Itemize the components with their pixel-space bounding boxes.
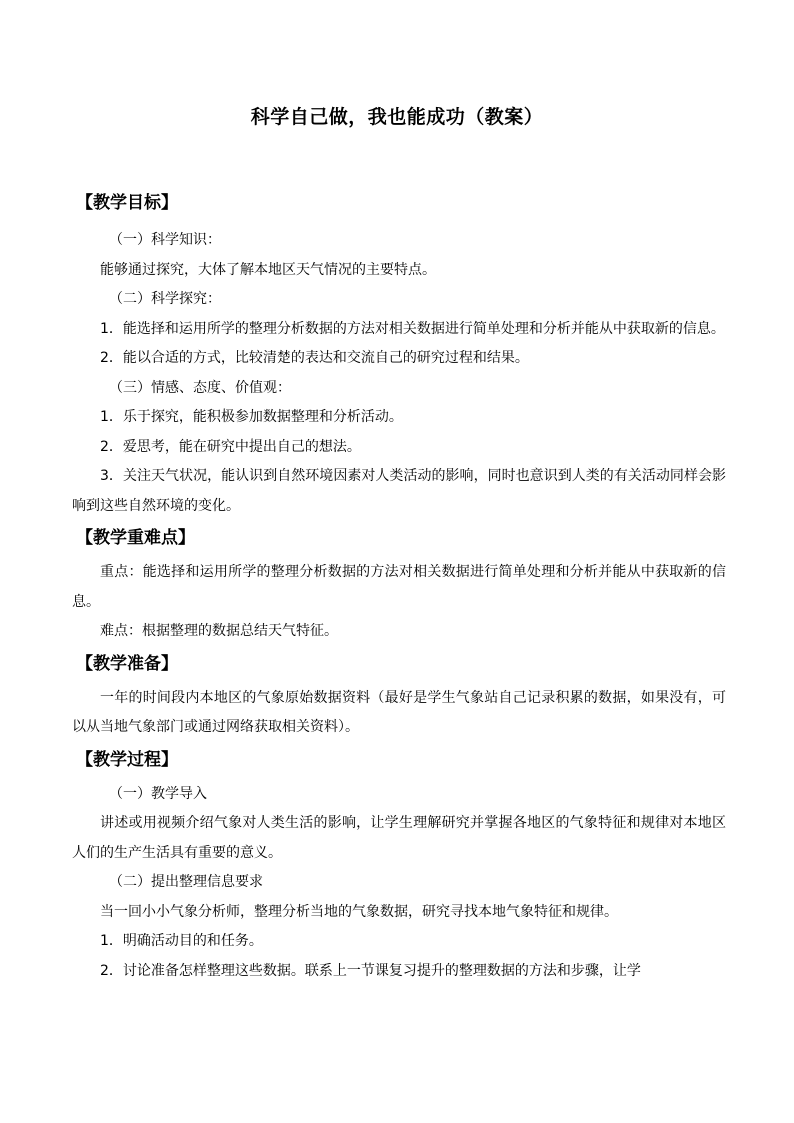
subheading: （二）提出整理信息要求: [109, 874, 263, 890]
paragraph: 当一回小小气象分析师，整理分析当地的气象数据，研究寻找本地气象特征和规律。: [100, 903, 618, 920]
section-heading: 【教学目标】: [76, 193, 178, 213]
paragraph: 2．讨论准备怎样整理这些数据。联系上一节课复习提升的整理数据的方法和步骤，让学: [100, 962, 641, 979]
paragraph: 1．乐于探究，能积极参加数据整理和分析活动。: [100, 409, 403, 425]
subheading: （一）科学知识：: [109, 232, 221, 248]
paragraph: 2．能以合适的方式，比较清楚的表达和交流自己的研究过程和结果。: [100, 350, 529, 366]
section-preparation: [72, 647, 726, 743]
document-title: 科学自己做，我也能成功（教案）: [250, 106, 544, 128]
paragraph: 能够通过探究，大体了解本地区天气情况的主要特点。: [100, 261, 436, 278]
paragraph: 2．爱思考，能在研究中提出自己的想法。: [100, 438, 361, 455]
paragraph: 重点：能选择和运用所学的整理分析数据的方法对相关数据进行简单处理和分析并能从中获取新的信息。: [72, 564, 726, 610]
subheading: （三）情感、态度、价值观：: [109, 379, 291, 396]
paragraph: 1．明确活动目的和任务。: [100, 933, 263, 949]
section-process: [72, 743, 726, 987]
document-body: [72, 186, 726, 986]
paragraph: 讲述或用视频介绍气象对人类生活的影响，让学生理解研究并掌握各地区的气象特征和规律对本地区人们的生产生活具有重要的意义。: [72, 815, 726, 861]
section-objectives: [72, 186, 726, 521]
paragraph: 1．能选择和运用所学的整理分析数据的方法对相关数据进行简单处理和分析并能从中获取新的信息。: [100, 320, 725, 337]
subheading: （一）教学导入: [109, 785, 207, 802]
section-heading: 【教学重难点】: [76, 528, 195, 548]
paragraph: 3．关注天气状况，能认识到自然环境因素对人类活动的影响，同时也意识到人类的有关活动同样会影响到这些自然环境的变化。: [72, 468, 726, 514]
section-key-points: [72, 521, 726, 647]
paragraph: 难点：根据整理的数据总结天气特征。: [100, 623, 338, 639]
section-heading: 【教学准备】: [76, 653, 178, 674]
section-heading: 【教学过程】: [76, 749, 178, 770]
subheading: （二）科学探究：: [109, 291, 221, 307]
paragraph: 一年的时间段内本地区的气象原始数据资料（最好是学生气象站自己记录积累的数据，如果没有，可以从当地气象部门或通过网络获取相关资料）。: [72, 689, 726, 735]
